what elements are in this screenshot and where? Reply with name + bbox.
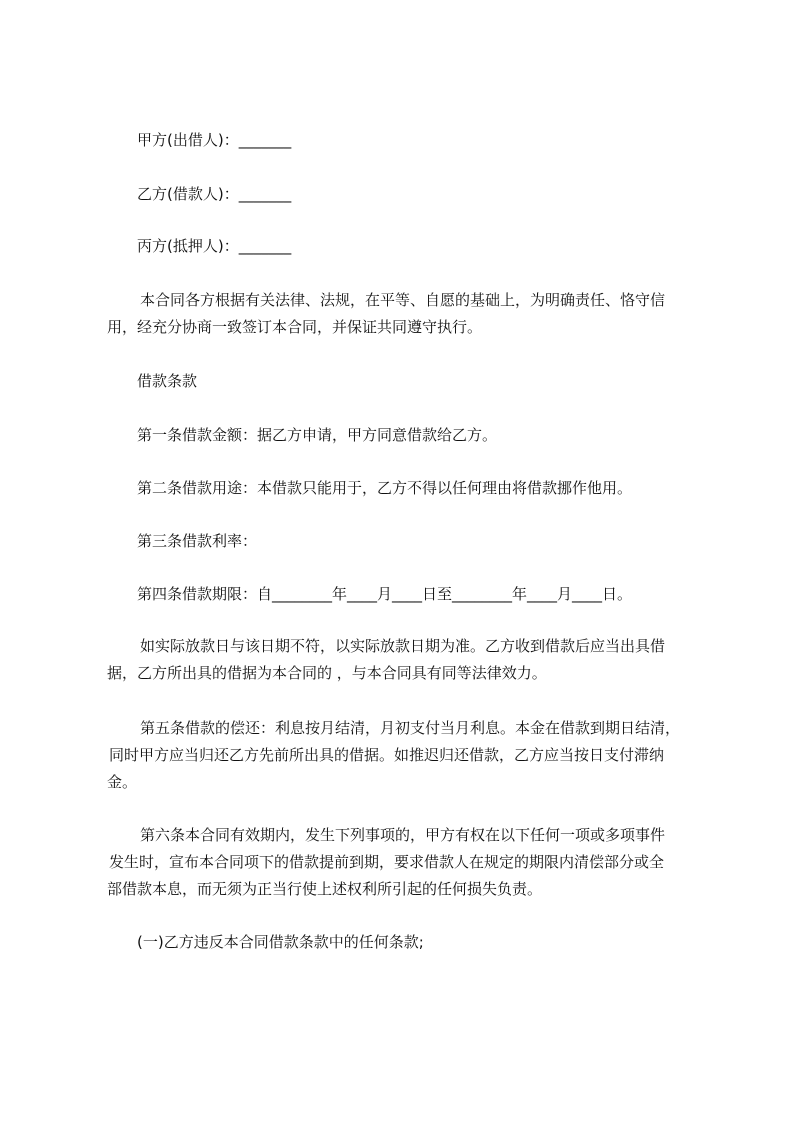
date-note-line-2: 据，乙方所出具的借据为本合同的 ，与本合同具有同等法律效力。 [107, 664, 547, 682]
party-a-line: 甲方(出借人)：_______ [137, 131, 292, 149]
party-b-line: 乙方(借款人)：_______ [137, 185, 292, 203]
article-3: 第三条借款利率： [137, 532, 258, 550]
preamble-line-2: 用，经充分协商一致签订本合同，并保证共同遵守执行。 [107, 318, 483, 336]
preamble-line-1: 本合同各方根据有关法律、法规，在平等、自愿的基础上，为明确责任、恪守信 [140, 291, 666, 309]
article-6-line-3: 部借款本息，而无须为正当行使上述权利所引起的任何损失负责。 [107, 880, 543, 898]
article-6-line-2: 发生时，宣布本合同项下的借款提前到期，要求借款人在规定的期限内清偿部分或全 [109, 853, 665, 871]
article-5-line-3: 金。 [107, 773, 138, 791]
item-1: (一)乙方违反本合同借款条款中的任何条款; [137, 933, 424, 951]
party-c-line: 丙方(抵押人)：_______ [137, 237, 292, 255]
article-5-line-1: 第五条借款的偿还：利息按月结清，月初支付当月利息。本金在借款到期日结清， [140, 719, 681, 737]
article-1: 第一条借款金额：据乙方申请，甲方同意借款给乙方。 [137, 426, 498, 444]
article-4: 第四条借款期限：自________年____月____日至________年____月____日。 [137, 585, 633, 603]
article-2: 第二条借款用途：本借款只能用于，乙方不得以任何理由将借款挪作他用。 [137, 479, 633, 497]
article-6-line-1: 第六条本合同有效期内，发生下列事项的，甲方有权在以下任何一项或多项事件 [140, 826, 666, 844]
article-5-line-2: 同时甲方应当归还乙方先前所出具的借据。如推迟归还借款，乙方应当按日支付滞纳 [109, 746, 665, 764]
section-heading: 借款条款 [137, 372, 198, 390]
date-note-line-1: 如实际放款日与该日期不符，以实际放款日期为准。乙方收到借款后应当出具借 [140, 637, 666, 655]
